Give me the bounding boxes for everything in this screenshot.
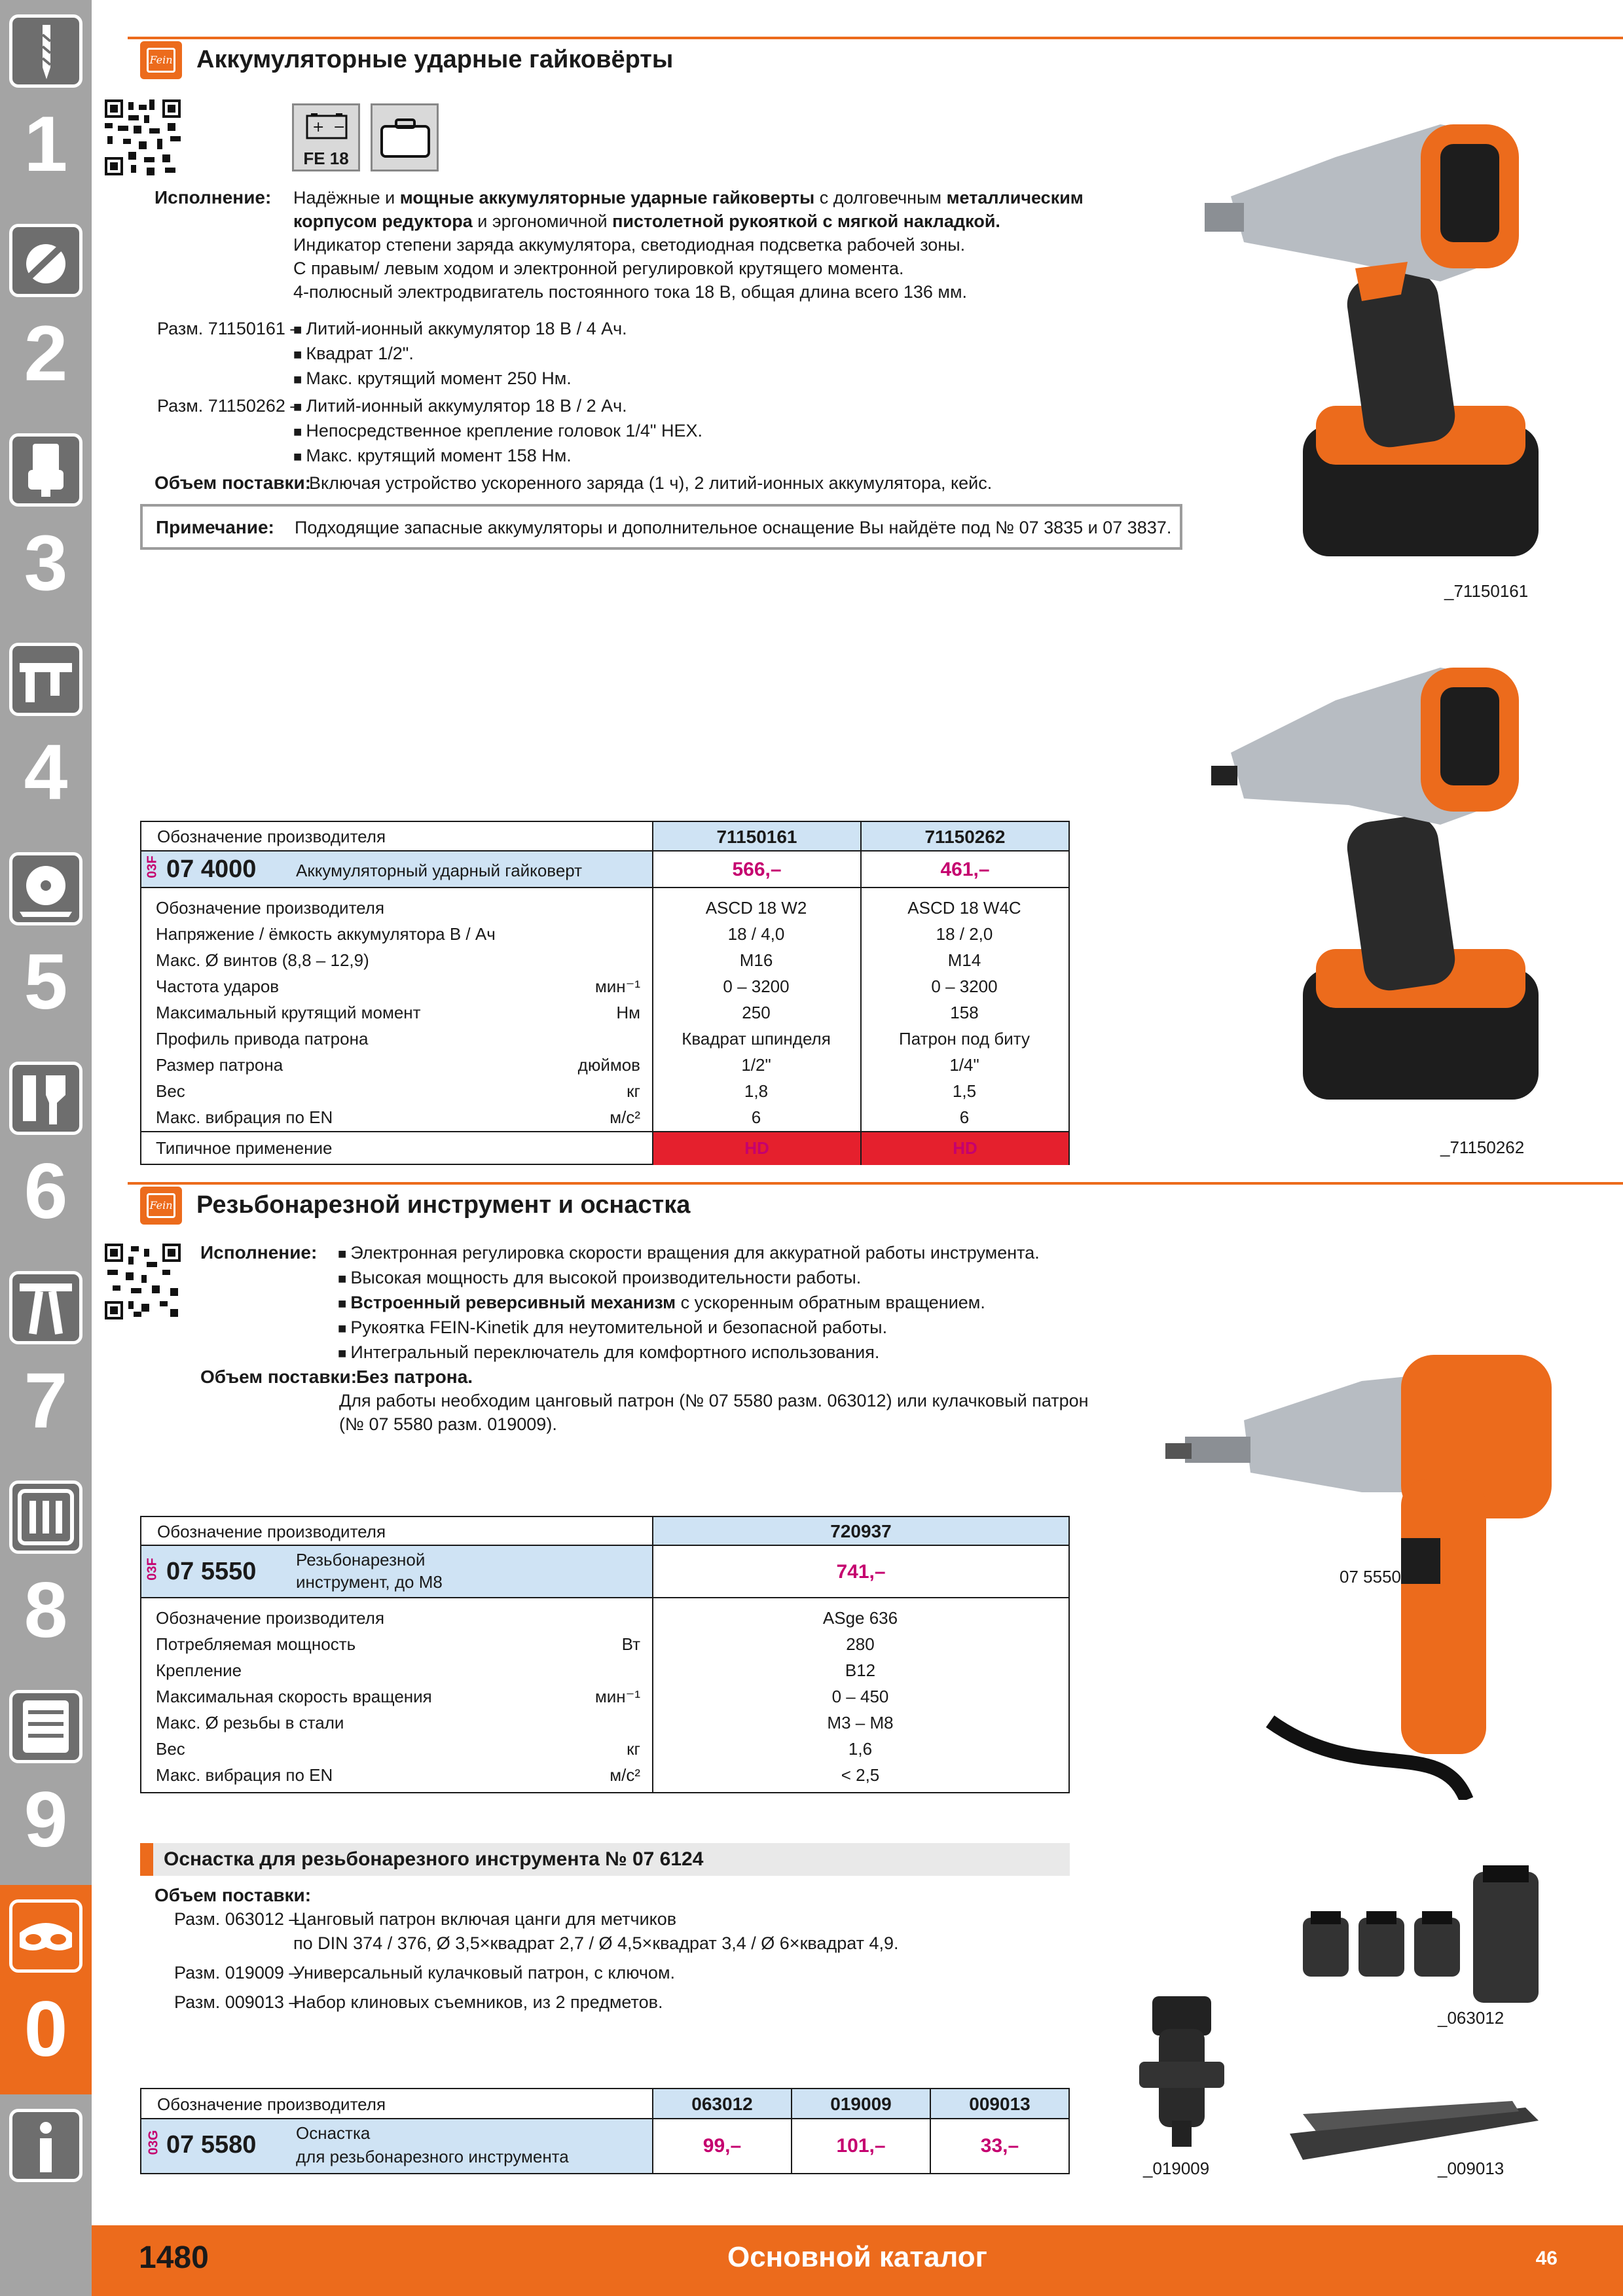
row-label: Вес [156, 1081, 185, 1101]
spec-table-3 [140, 2088, 1070, 2174]
section2-title: Резьбонарезной инструмент и оснастка [196, 1191, 691, 1219]
s1-delivery-text: Включая устройство ускоренного заряда (1 ч), 2 литий-ионных аккумулятора, кейс. [309, 473, 993, 493]
row-label: Профиль привода патрона [156, 1029, 369, 1049]
chapter-tab-3[interactable] [0, 419, 92, 628]
row-value: M3 – M8 [827, 1713, 894, 1732]
t2-vcode: 03F [145, 1558, 160, 1581]
t3-col-head-2: 019009 [791, 2089, 930, 2119]
pliers-icon [9, 1271, 82, 1344]
chapter-tab-5[interactable] [0, 838, 92, 1047]
row-value-2: 1,5 [952, 1081, 977, 1101]
chapter-number: 4 [24, 728, 68, 816]
section2-rule [128, 1182, 1623, 1185]
accessory-description: Цанговый патрон включая цанги для метчиков [293, 1909, 677, 1929]
t1-vcode: 03F [145, 855, 160, 878]
t2-code: 07 5550 [166, 1558, 257, 1585]
row-value-2: 158 [950, 1003, 979, 1022]
table-row [141, 895, 1068, 921]
t1-typical-label: Типичное применение [141, 1131, 652, 1165]
s2-delivery-bold: Без патрона. [356, 1367, 473, 1387]
row-value-1: 1/2" [741, 1055, 771, 1075]
row-unit: мин⁻¹ [594, 1687, 640, 1706]
qr-code-icon [105, 99, 181, 175]
chapter-number: 3 [24, 519, 68, 607]
text-line: корпусом редуктора и эргономичной пистолетной рукояткой с мягкой накладкой. [293, 211, 1000, 231]
jaw-chuck-caption: _019009 [1143, 2159, 1210, 2178]
s1-execution-label: Исполнение: [155, 187, 272, 207]
text-line: ■ Литий-ионный аккумулятор 18 В / 2 Ач. [293, 394, 702, 419]
tool-cabinet-icon [9, 1690, 82, 1763]
chapter-tab-7[interactable] [0, 1257, 92, 1466]
t3-vcode: 03G [146, 2130, 161, 2155]
chapter-tab-8[interactable] [0, 1466, 92, 1676]
row-label: Макс. Ø винтов (8,8 – 12,9) [156, 950, 369, 970]
row-value-2: 18 / 2,0 [936, 924, 993, 944]
chapter-number: 9 [24, 1776, 68, 1863]
section3-title: Оснастка для резьбонарезного инструмента № 07 6124 [164, 1848, 704, 1870]
case-badge [371, 103, 439, 171]
table-row [141, 999, 1068, 1026]
tool-set-icon [9, 1480, 82, 1554]
note-box [140, 504, 1182, 550]
page-number: 1480 [139, 2240, 209, 2275]
drill-bit-icon [9, 14, 82, 88]
s2-execution-list [338, 1241, 1040, 1365]
chapter-tab-2[interactable] [0, 209, 92, 419]
row-value-2: M14 [947, 950, 981, 970]
info-icon [9, 2109, 82, 2182]
row-unit: мин⁻¹ [594, 977, 640, 996]
chuck-icon [9, 433, 82, 507]
chapter-tab-4[interactable] [0, 628, 92, 838]
s1-execution-text [293, 186, 1144, 304]
chapter-number: 0 [24, 1985, 68, 2073]
t2-code-desc-2: инструмент, до M8 [296, 1572, 443, 1592]
collet-caption: _063012 [1438, 2008, 1504, 2028]
accessory-description: по DIN 374 / 376, Ø 3,5×квадрат 2,7 / Ø 4,5×квадрат 3,4 / Ø 6×квадрат 4,9. [293, 1933, 899, 1953]
s2-delivery-text [339, 1389, 1089, 1436]
t3-code: 07 5580 [166, 2131, 257, 2159]
s1-delivery-label: Объем поставки: [155, 473, 312, 493]
row-value-1: M16 [739, 950, 773, 970]
row-unit: дюймов [577, 1055, 640, 1075]
chapter-number: 2 [24, 310, 68, 397]
s1-size2-label: Разм. 71150262 – [157, 396, 301, 416]
chapter-number: 8 [24, 1566, 68, 1654]
row-value: 0 – 450 [831, 1687, 889, 1706]
row-value: ASge 636 [822, 1608, 898, 1628]
text-line: 4-полюсный электродвигатель постоянного тока 18 В, общая длина всего 136 мм. [293, 282, 968, 302]
table-row [141, 921, 1068, 947]
text-line: Для работы необходим цанговый патрон (№ 07 5580 разм. 063012) или кулачковый патрон [339, 1391, 1089, 1410]
row-label: Макс. Ø резьбы в стали [156, 1713, 344, 1732]
text-line: ■ Квадрат 1/2". [293, 342, 627, 367]
impact-wrench-image-1 [1205, 98, 1571, 596]
row-value: 1,6 [848, 1739, 873, 1759]
carry-case-icon [379, 117, 431, 159]
t1-price-2: 461,– [860, 852, 1068, 888]
battery-badge [292, 103, 360, 171]
t3-price-3: 33,– [930, 2119, 1068, 2173]
s3-delivery-label: Объем поставки: [155, 1885, 312, 1905]
row-value-1: 6 [751, 1107, 761, 1127]
note-text: Подходящие запасные аккумуляторы и дополнительное оснащение Вы найдёте под № 07 3835 и 07 3837. [295, 518, 1172, 537]
table-row [141, 1710, 1068, 1736]
t3-code-desc-1: Оснастка [296, 2123, 371, 2143]
row-value: < 2,5 [841, 1765, 880, 1785]
qr-code-icon-2 [105, 1244, 181, 1319]
row-label: Напряжение / ёмкость аккумулятора В / Ач [156, 924, 496, 944]
page-number-right: 46 [1535, 2248, 1558, 2269]
saw-blade-icon [9, 852, 82, 925]
t1-code-cell [141, 852, 652, 888]
row-value-2: 0 – 3200 [931, 977, 998, 996]
t1-col-head-1: 71150161 [652, 822, 860, 852]
catalog-title: Основной каталог [727, 2241, 987, 2273]
row-value: 280 [846, 1634, 875, 1654]
spec-table-1 [140, 821, 1070, 1165]
svg-text:+: + [312, 119, 325, 135]
text-line: ■ Литий-ионный аккумулятор 18 В / 4 Ач. [293, 317, 627, 342]
chapter-tab-9[interactable] [0, 1676, 92, 1885]
spec-table-2 [140, 1516, 1070, 1793]
impact-wrench-image-2 [1205, 648, 1571, 1145]
row-unit: кг [627, 1739, 640, 1759]
t2-col-head: 720937 [652, 1517, 1068, 1546]
text-line: ■ Встроенный реверсивный механизм с ускоренным обратным вращением. [338, 1291, 1040, 1316]
chapter-number: 6 [24, 1147, 68, 1235]
row-value-2: 6 [959, 1107, 970, 1127]
fein-logo-icon: Fein [140, 41, 182, 79]
accessory-size-label: Разм. 019009 – [174, 1963, 299, 1982]
row-label: Обозначение производителя [156, 898, 385, 918]
s1-size1-list [293, 317, 627, 391]
row-value-1: 0 – 3200 [723, 977, 790, 996]
t3-hdr-label: Обозначение производителя [141, 2089, 652, 2119]
text-line: Надёжные и мощные аккумуляторные ударные гайковерты с долговечным металлическим [293, 188, 1084, 207]
note-label: Примечание: [156, 517, 274, 537]
svg-text:−: − [333, 119, 346, 135]
accessory-description: Набор клиновых съемников, из 2 предметов. [293, 1992, 663, 2012]
row-label: Макс. вибрация по EN [156, 1765, 333, 1785]
wedge-ejector-image [1290, 2094, 1539, 2166]
table-row [141, 1631, 1068, 1657]
row-label: Макс. вибрация по EN [156, 1107, 333, 1127]
image1-caption: _71150161 [1444, 581, 1529, 601]
table-row [141, 973, 1068, 999]
t2-hdr-label: Обозначение производителя [141, 1517, 652, 1546]
chapter-number: 7 [24, 1357, 68, 1444]
text-line: ■ Интегральный переключатель для комфортного использования. [338, 1340, 1040, 1365]
chapter-tab-0[interactable] [0, 1885, 92, 2094]
chapter-tab-1[interactable] [0, 0, 92, 209]
chapter-number: 1 [24, 100, 68, 188]
row-value-1: 250 [742, 1003, 771, 1022]
t1-price-1: 566,– [652, 852, 860, 888]
tapping-tool-image [1165, 1329, 1584, 1800]
page-footer [92, 2225, 1623, 2296]
table-row [141, 1104, 1068, 1130]
chapter-number: 5 [24, 938, 68, 1026]
table-row [141, 1736, 1068, 1762]
row-unit: Нм [616, 1003, 640, 1022]
goggles-icon [9, 1899, 82, 1973]
row-value-1: ASCD 18 W2 [705, 898, 807, 918]
t1-typical-1: HD [652, 1131, 860, 1165]
t1-typical-2: HD [860, 1131, 1068, 1165]
text-line: ■ Макс. крутящий момент 158 Нм. [293, 444, 702, 469]
accessory-description: Универсальный кулачковый патрон, с ключом. [293, 1963, 676, 1982]
row-value-1: 1,8 [744, 1081, 769, 1101]
t1-code: 07 4000 [166, 855, 257, 883]
t3-code-cell [141, 2119, 652, 2173]
chapter-tab-6[interactable] [0, 1047, 92, 1257]
table-row [141, 1657, 1068, 1683]
text-line: ■ Высокая мощность для высокой производительности работы. [338, 1266, 1040, 1291]
t3-price-2: 101,– [791, 2119, 930, 2173]
grinding-disc-icon [9, 224, 82, 297]
wedge-caption: _009013 [1438, 2159, 1504, 2178]
t1-col-head-2: 71150262 [860, 822, 1068, 852]
row-label: Крепление [156, 1660, 242, 1680]
row-unit: м/с² [610, 1107, 640, 1127]
s2-execution-label: Исполнение: [200, 1242, 318, 1263]
row-value-1: 18 / 4,0 [727, 924, 785, 944]
text-line: (№ 07 5580 разм. 019009). [339, 1414, 557, 1434]
collet-chuck-image [1296, 1865, 1584, 2009]
row-label: Обозначение производителя [156, 1608, 385, 1628]
s1-size2-list [293, 394, 702, 469]
row-value-2: Патрон под биту [899, 1029, 1030, 1049]
t1-hdr-label: Обозначение производителя [141, 822, 652, 852]
section3-header [140, 1843, 1070, 1876]
table-row [141, 1078, 1068, 1104]
t3-col-head-1: 063012 [652, 2089, 791, 2119]
tool-image-caption: 07 5550 [1340, 1567, 1401, 1587]
fein-logo-icon-2: Fein [140, 1187, 182, 1225]
t1-code-desc: Аккумуляторный ударный гайковерт [296, 861, 583, 880]
wrench-icon [9, 1062, 82, 1135]
s2-delivery-label: Объем поставки: [200, 1367, 357, 1387]
accessory-size-label: Разм. 009013 – [174, 1992, 299, 2012]
row-label: Вес [156, 1739, 185, 1759]
row-value: B12 [845, 1660, 876, 1680]
footer-left-strip [0, 2225, 92, 2296]
accessory-size-label: Разм. 063012 – [174, 1909, 299, 1929]
table-row [141, 1026, 1068, 1052]
text-line: ■ Макс. крутящий момент 250 Нм. [293, 367, 627, 391]
image2-caption: _71150262 [1440, 1138, 1525, 1157]
t3-col-head-3: 009013 [930, 2089, 1068, 2119]
row-unit: кг [627, 1081, 640, 1101]
text-line: С правым/ левым ходом и электронной регулировкой крутящего момента. [293, 259, 904, 278]
t3-price-1: 99,– [652, 2119, 791, 2173]
caliper-icon [9, 643, 82, 716]
text-line: ■ Электронная регулировка скорости вращения для аккуратной работы инструмента. [338, 1241, 1040, 1266]
row-label: Максимальный крутящий момент [156, 1003, 421, 1022]
table-row [141, 1683, 1068, 1710]
jaw-chuck-image [1133, 1990, 1231, 2153]
t3-code-desc-2: для резьбонарезного инструмента [296, 2147, 569, 2166]
t2-price: 741,– [652, 1546, 1068, 1598]
table-row [141, 1762, 1068, 1788]
section1-rule [128, 37, 1623, 39]
row-label: Потребляемая мощность [156, 1634, 356, 1654]
table-row [141, 1052, 1068, 1078]
table-row [141, 1605, 1068, 1631]
battery-label: FE 18 [303, 149, 349, 168]
t2-code-desc-1: Резьбонарезной [296, 1550, 426, 1570]
table-row [141, 947, 1068, 973]
row-label: Максимальная скорость вращения [156, 1687, 432, 1706]
battery-icon [306, 112, 348, 139]
text-line: ■ Непосредственное крепление головок 1/4" HEX. [293, 419, 702, 444]
row-value-2: ASCD 18 W4C [907, 898, 1021, 918]
t2-code-cell [141, 1546, 652, 1598]
row-value-2: 1/4" [949, 1055, 979, 1075]
row-unit: Вт [621, 1634, 640, 1654]
row-unit: м/с² [610, 1765, 640, 1785]
text-line: Индикатор степени заряда аккумулятора, светодиодная подсветка рабочей зоны. [293, 235, 966, 255]
row-label: Размер патрона [156, 1055, 283, 1075]
text-line: ■ Рукоятка FEIN-Kinetik для неутомительной и безопасной работы. [338, 1316, 1040, 1340]
row-label: Частота ударов [156, 977, 280, 996]
row-value-1: Квадрат шпинделя [682, 1029, 831, 1049]
s1-size1-label: Разм. 71150161 – [157, 319, 301, 338]
section1-title: Аккумуляторные ударные гайковёрты [196, 46, 674, 73]
